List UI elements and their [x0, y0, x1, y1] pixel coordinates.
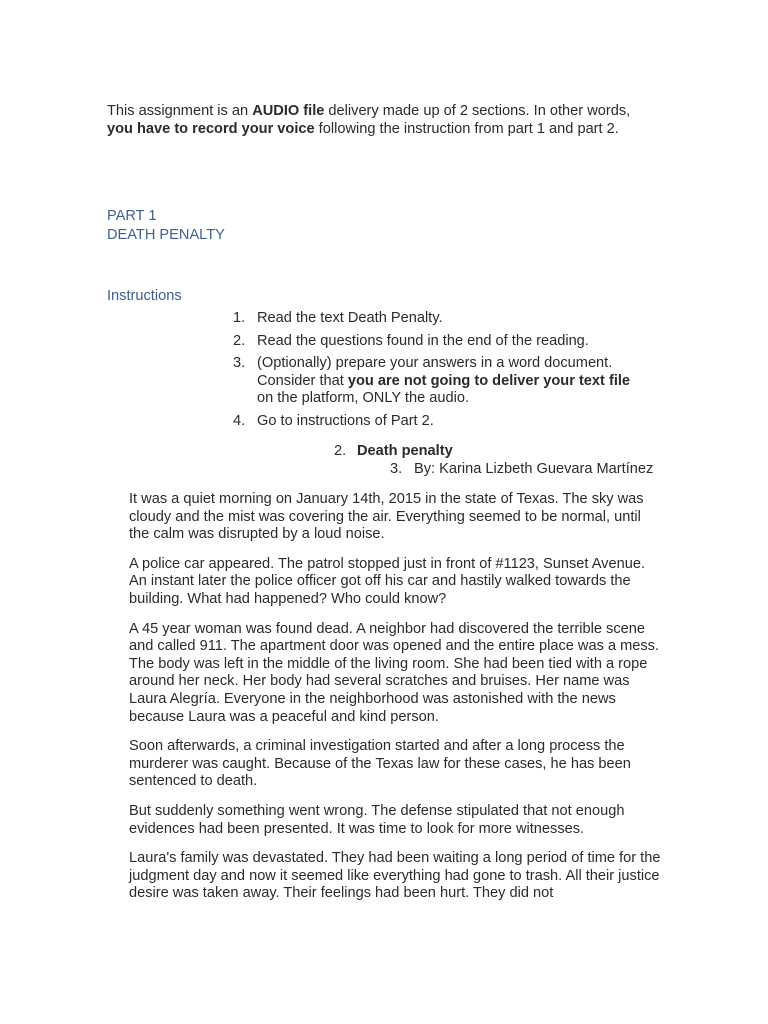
- story-paragraph: Soon afterwards, a criminal investigation started and after a long process the murderer was caught. Because of the Texas law for these cases, he has been sentenced to death.: [129, 738, 631, 790]
- list-item: [233, 355, 633, 408]
- list-item-text: Read the text Death Penalty.: [257, 310, 443, 326]
- story-title-line: [334, 443, 453, 461]
- list-item-text-part: (Optionally) prepare your answers in a word document. Consider that: [257, 355, 613, 389]
- intro-paragraph: [107, 103, 647, 138]
- intro-bold-audio-file: AUDIO file: [252, 103, 325, 119]
- list-item-text: Go to instructions of Part 2.: [257, 412, 434, 429]
- story-author: By: Karina Lizbeth Guevara Martínez: [414, 461, 654, 477]
- story-author-line: [390, 461, 653, 479]
- instructions-list: [233, 310, 633, 436]
- list-item-number: 2.: [233, 332, 246, 349]
- intro-text-2: delivery made up of 2 sections. In other words,: [324, 103, 631, 119]
- story-paragraph: Laura's family was devastated. They had been waiting a long period of time for the judgment day and now it seemed like everything had gone to trash. All their justice desire was taken away. Their feelings had been hurt. They did not: [129, 850, 661, 902]
- instructions-heading: Instructions: [107, 288, 182, 304]
- list-item: [233, 333, 633, 351]
- list-item-number: 3.: [233, 355, 246, 372]
- intro-text-3: following the instruction from part 1 and part 2.: [314, 120, 619, 137]
- list-item: [233, 310, 633, 328]
- list-item-number: 1.: [233, 310, 246, 326]
- story-body: [129, 491, 664, 915]
- list-item-text-part: on the platform, ONLY the audio.: [257, 390, 470, 407]
- list-item-text: Read the questions found in the end of the reading.: [257, 332, 589, 349]
- list-item-text: [257, 355, 630, 406]
- part1-heading: [107, 207, 225, 245]
- story-title: Death penalty: [357, 443, 453, 459]
- story-paragraph: A 45 year woman was found dead. A neighbor had discovered the terrible scene and called 911. The apartment door was opened and the entire place was a mess. The body was left in the middle of the living room. She had been tied with a rope around her neck. Her body had several scratches and bruises. Her name was Laura Alegría. Everyone in the neighborhood was astonished with the news because Laura was a peaceful and kind person.: [129, 620, 660, 725]
- story-paragraph: But suddenly something went wrong. The defense stipulated that not enough evidences had been presented. It was time to look for more witnesses.: [129, 802, 625, 837]
- list-item: [233, 413, 633, 431]
- part1-label: PART 1: [107, 208, 157, 224]
- list-item-number: 4.: [233, 412, 246, 429]
- intro-text-1: This assignment is an: [107, 103, 253, 119]
- story-title-number: 2.: [334, 443, 347, 459]
- story-paragraph: It was a quiet morning on January 14th, 2015 in the state of Texas. The sky was cloudy and the mist was covering the air. Everything seemed to be normal, until the calm was disrupted by a loud noise.: [129, 491, 644, 543]
- list-item-bold-text: you are not going to deliver your text file: [347, 372, 631, 389]
- story-author-number: 3.: [390, 461, 403, 477]
- part1-title: DEATH PENALTY: [107, 227, 225, 243]
- intro-bold-record-voice: you have to record your voice: [107, 120, 315, 137]
- story-paragraph: A police car appeared. The patrol stopped just in front of #1123, Sunset Avenue. An instant later the police officer got off his car and hastily walked towards the building. What had happened? Who could know?: [129, 555, 646, 607]
